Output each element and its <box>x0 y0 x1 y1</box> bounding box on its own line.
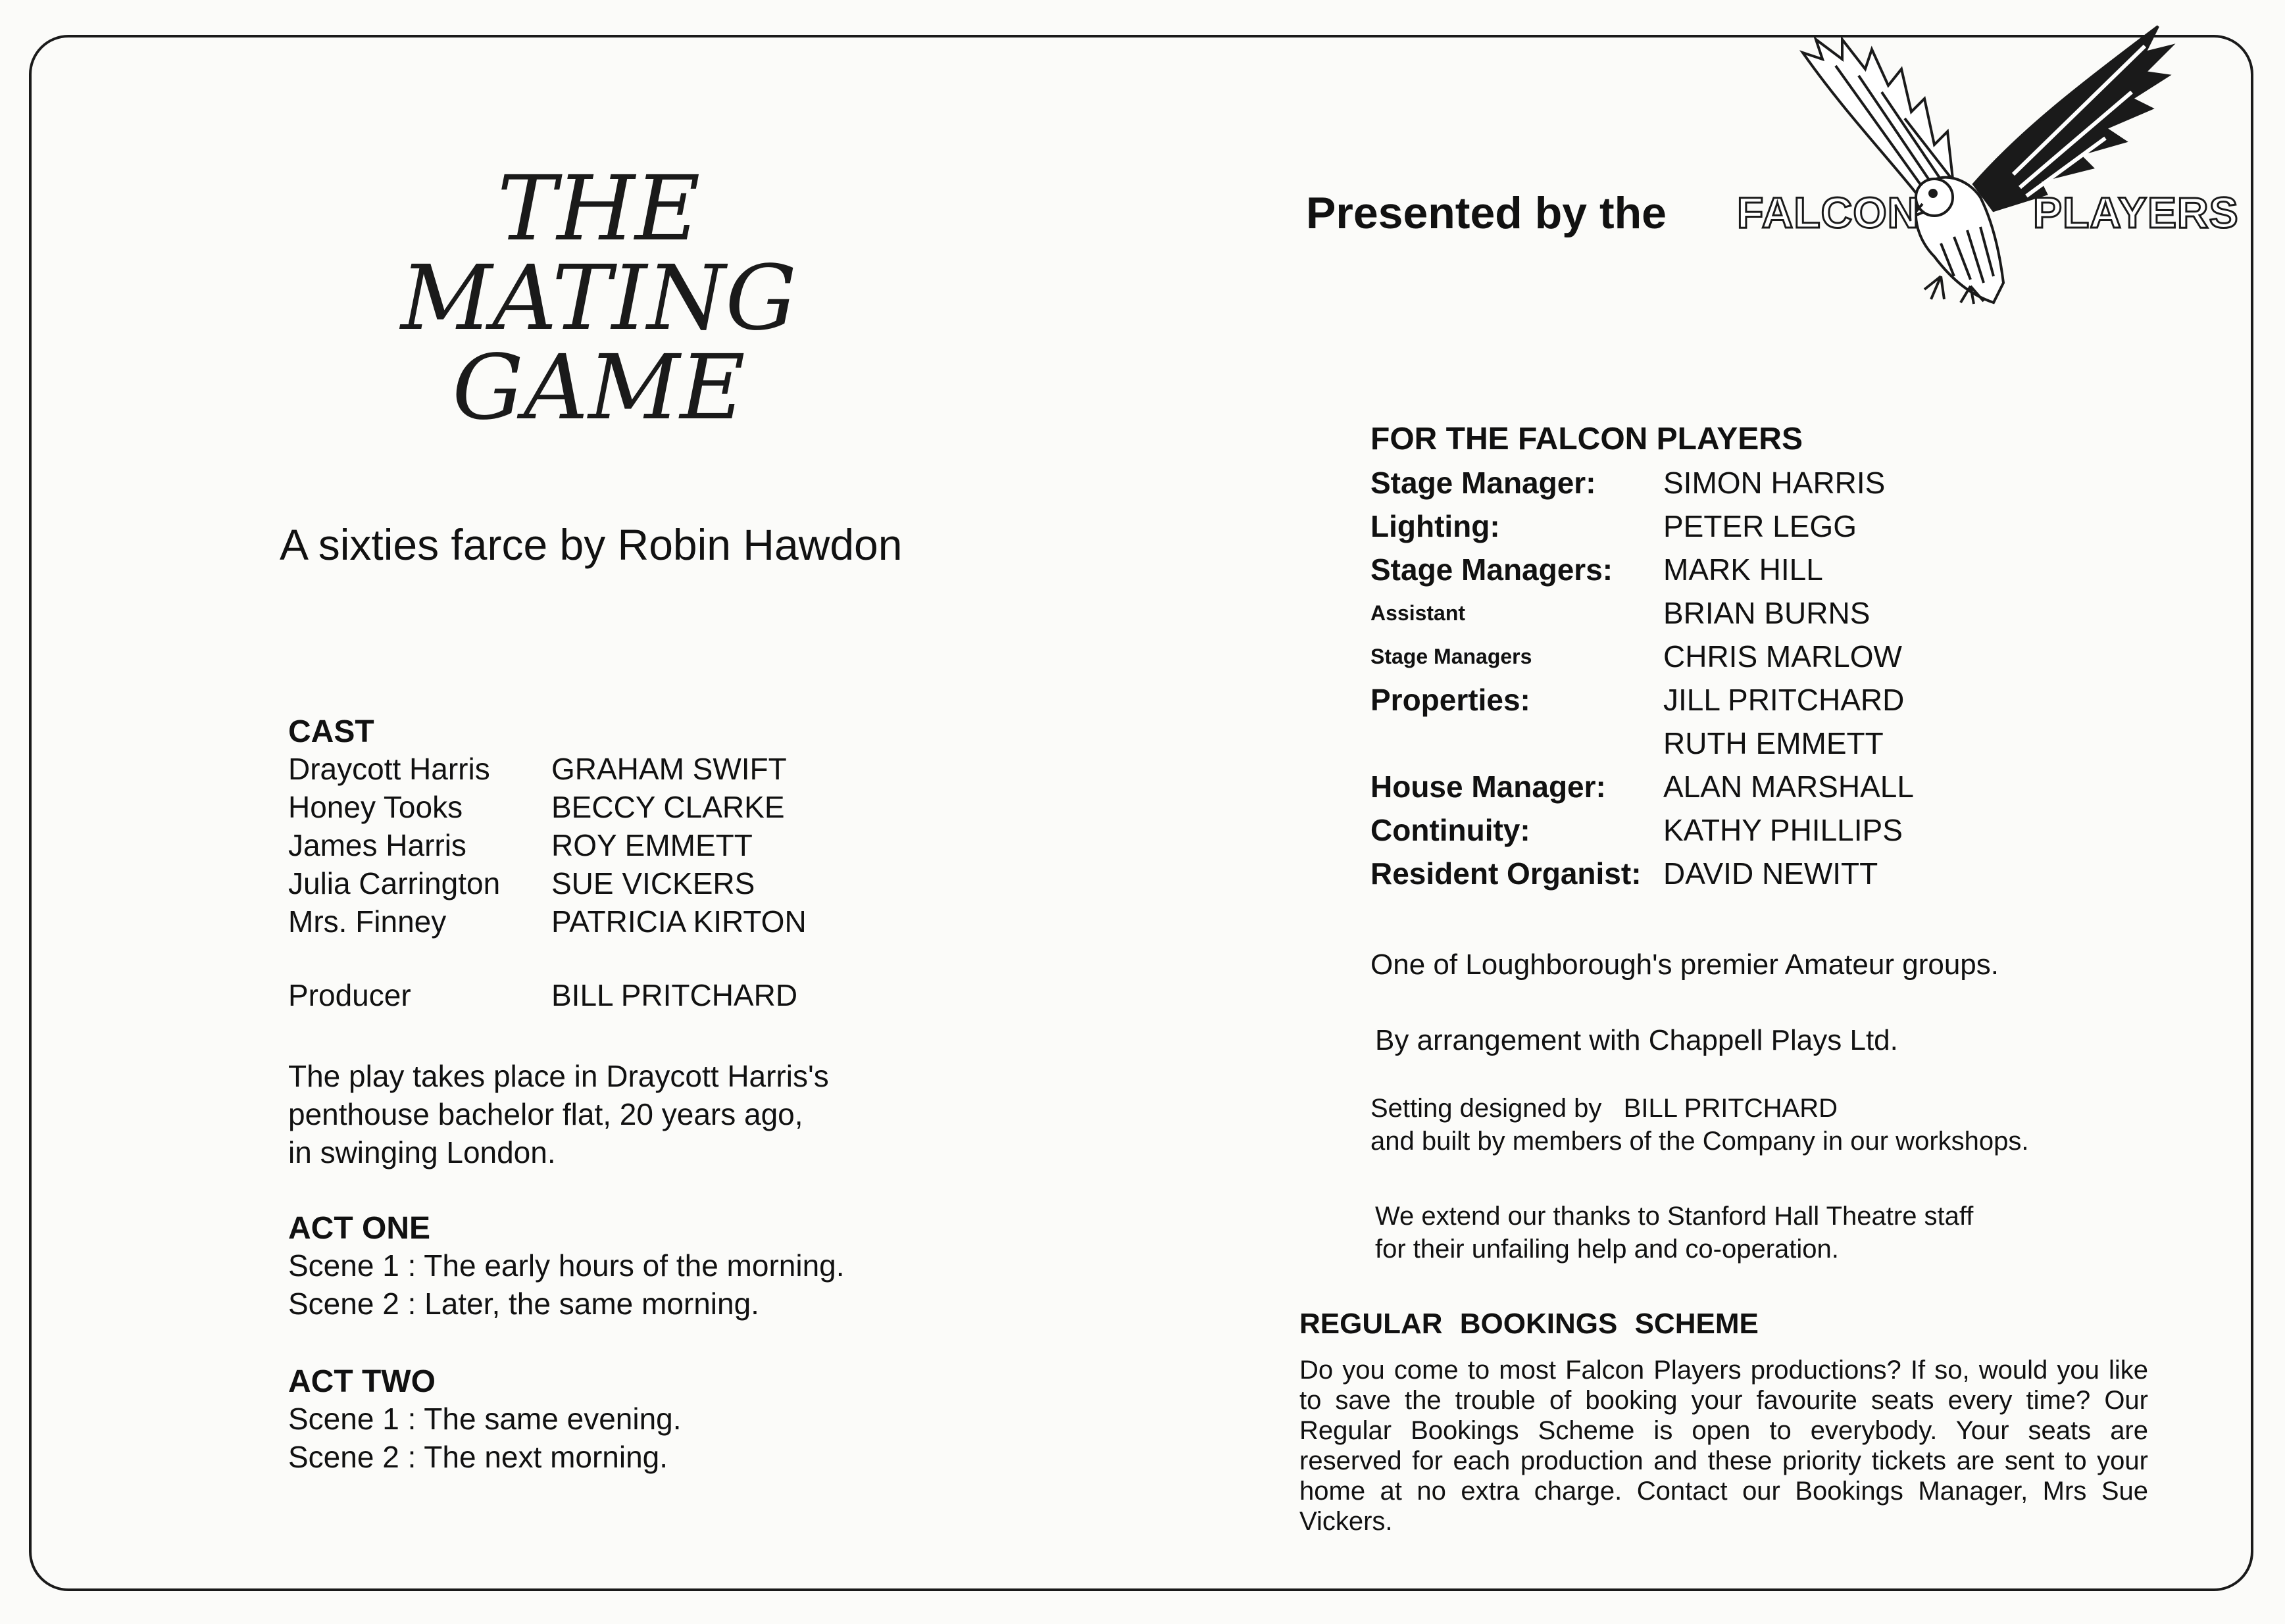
cast-actor: SUE VICKERS <box>551 866 755 900</box>
cast-heading: CAST <box>288 714 374 749</box>
cast-row <box>288 788 807 826</box>
crew-role: Stage Managers: <box>1370 553 1613 587</box>
title-line: GAME <box>452 336 745 440</box>
crew-role: House Manager: <box>1370 770 1606 804</box>
act-two-section <box>288 1364 682 1476</box>
cast-role: Julia Carrington <box>288 866 501 900</box>
thanks-line: We extend our thanks to Stanford Hall Theatre staff <box>1375 1202 1974 1231</box>
title-line: THE <box>497 157 701 261</box>
play-subtitle: A sixties farce by Robin Hawdon <box>280 520 903 569</box>
setting-line: The play takes place in Draycott Harris's <box>288 1059 829 1093</box>
setting-credit <box>1370 1092 2029 1158</box>
crew-role: Stage Managers <box>1370 645 1532 668</box>
crew-role: Lighting: <box>1370 509 1500 543</box>
premier-note: One of Loughborough's premier Amateur groups. <box>1370 948 1999 981</box>
cast-role: James Harris <box>288 828 466 862</box>
logo-word-players: PLAYERS <box>2033 188 2239 237</box>
arrangement-note: By arrangement with Chappell Plays Ltd. <box>1375 1024 1898 1056</box>
crew-role: Assistant <box>1370 601 1466 625</box>
scene-line: Scene 2 : The next morning. <box>288 1440 668 1474</box>
setting-designer: BILL PRITCHARD <box>1623 1094 1838 1123</box>
cast-role: Draycott Harris <box>288 752 490 786</box>
cast-row <box>288 826 807 864</box>
crew-name: SIMON HARRIS <box>1663 466 1886 500</box>
producer-name: BILL PRITCHARD <box>551 978 798 1012</box>
crew-name: MARK HILL <box>1663 553 1823 587</box>
crew-name: CHRIS MARLOW <box>1663 639 1902 674</box>
crew-row <box>1370 504 1914 548</box>
scene-line: Scene 1 : The same evening. <box>288 1402 682 1436</box>
crew-section <box>1370 421 1914 895</box>
crew-role: Resident Organist: <box>1370 856 1642 891</box>
crew-role: Stage Manager: <box>1370 466 1596 500</box>
act-one-section <box>288 1210 845 1323</box>
thanks-line: for their unfailing help and co-operation. <box>1375 1235 1839 1264</box>
falcon-players-logo <box>1737 20 2239 309</box>
crew-name: RUTH EMMETT <box>1663 726 1884 760</box>
cast-section <box>288 714 807 1014</box>
cast-row <box>288 864 807 902</box>
bookings-body: Do you come to most Falcon Players productions? If so, would you like to save the trouble of booking your favourite seats every time? Our Regular Bookings Scheme is open to everybody. Your seats are reserved for each production and these priority tickets are sent to your home at no extra charge. Contact our Bookings Manager, Mrs Sue Vickers. <box>1299 1356 2148 1536</box>
setting-credit-line <box>1370 1092 2029 1125</box>
crew-role <box>1370 722 1663 765</box>
crew-name: ALAN MARSHALL <box>1663 770 1914 804</box>
crew-name: KATHY PHILLIPS <box>1663 813 1903 847</box>
setting-description <box>288 1057 829 1171</box>
crew-row <box>1370 808 1914 852</box>
logo-word-falcon: FALCON <box>1737 188 1920 237</box>
crew-role: Properties: <box>1370 683 1530 717</box>
setting-line: in swinging London. <box>288 1135 556 1169</box>
scene-line: Scene 1 : The early hours of the morning. <box>288 1248 845 1283</box>
thanks-note <box>1375 1200 1973 1266</box>
crew-name: PETER LEGG <box>1663 509 1857 543</box>
crew-row <box>1370 678 1914 722</box>
presented-by-text: Presented by the <box>1306 188 1667 238</box>
producer-label: Producer <box>288 978 411 1012</box>
crew-name: DAVID NEWITT <box>1663 856 1878 891</box>
play-title <box>368 157 829 440</box>
title-line: MATING <box>400 247 797 351</box>
crew-name: BRIAN BURNS <box>1663 596 1871 630</box>
crew-row <box>1370 852 1914 895</box>
act-two-heading: ACT TWO <box>288 1364 436 1399</box>
cast-actor: BECCY CLARKE <box>551 790 785 824</box>
cast-row <box>288 902 807 941</box>
crew-name: JILL PRITCHARD <box>1663 683 1905 717</box>
producer-row <box>288 976 807 1014</box>
crew-row <box>1370 591 1914 635</box>
setting-credit-line: and built by members of the Company in our workshops. <box>1370 1127 2029 1156</box>
crew-row <box>1370 461 1914 504</box>
crew-row <box>1370 635 1914 678</box>
setting-credit-label: Setting designed by <box>1370 1094 1602 1123</box>
crew-row <box>1370 765 1914 808</box>
cast-actor: PATRICIA KIRTON <box>551 904 807 939</box>
cast-actor: ROY EMMETT <box>551 828 753 862</box>
act-one-heading: ACT ONE <box>288 1211 430 1246</box>
bookings-heading: REGULAR BOOKINGS SCHEME <box>1299 1308 1759 1340</box>
crew-role: Continuity: <box>1370 813 1530 847</box>
cast-role: Honey Tooks <box>288 790 463 824</box>
setting-line: penthouse bachelor flat, 20 years ago, <box>288 1097 803 1131</box>
crew-heading: FOR THE FALCON PLAYERS <box>1370 422 1803 456</box>
crew-row <box>1370 548 1914 591</box>
crew-row <box>1370 722 1914 765</box>
cast-actor: GRAHAM SWIFT <box>551 752 787 786</box>
falcon-icon <box>1737 20 2211 309</box>
cast-role: Mrs. Finney <box>288 904 447 939</box>
scene-line: Scene 2 : Later, the same morning. <box>288 1287 759 1321</box>
cast-row <box>288 750 807 788</box>
